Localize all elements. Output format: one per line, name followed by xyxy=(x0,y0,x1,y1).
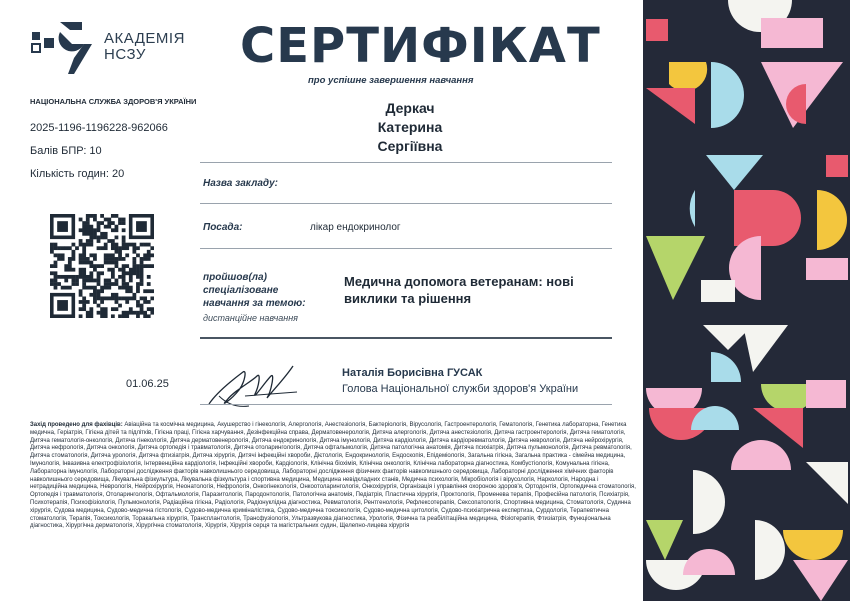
divider xyxy=(200,404,612,405)
training-format: дистанційне навчання xyxy=(203,313,298,323)
signer-name: Наталія Борисівна ГУСАК xyxy=(342,367,483,379)
certificate-subtitle: про успішне завершення навчання xyxy=(308,75,474,86)
bpr-points: Балів БПР: 10 xyxy=(30,145,102,157)
certificate-number: 2025-1196-1196228-962066 xyxy=(30,122,168,134)
divider xyxy=(200,203,612,204)
course-label xyxy=(203,271,306,310)
signer-position: Голова Національної служби здоров'я України xyxy=(342,383,579,395)
certificate-title: СЕРТИФІКАТ xyxy=(240,18,601,74)
qr-code-icon xyxy=(50,214,154,318)
divider xyxy=(200,162,612,163)
position-label: Посада: xyxy=(203,222,243,233)
signature-icon xyxy=(205,352,300,417)
course-title: Медична допомога ветеранам: нові виклики та рішення xyxy=(344,274,574,306)
academy-logo-text xyxy=(104,31,185,63)
specialties-list xyxy=(30,422,636,531)
academy-logo-icon xyxy=(30,18,100,78)
hours-count: Кількість годин: 20 xyxy=(30,168,125,180)
specialties-label: Захід проведено для фахівців: xyxy=(30,422,123,428)
course-label-line: навчання за темою: xyxy=(203,298,306,309)
position-value: лікар ендокринолог xyxy=(310,222,401,233)
recipient-surname: Деркач xyxy=(385,100,435,116)
recipient-first-name: Катерина xyxy=(377,119,443,135)
logo-line-2: НСЗУ xyxy=(104,46,146,63)
divider-bold xyxy=(200,337,612,339)
divider xyxy=(200,248,612,249)
course-label-line: спеціалізоване xyxy=(203,285,279,296)
issue-date: 01.06.25 xyxy=(126,378,169,390)
recipient-patronymic: Сергіївна xyxy=(377,138,443,154)
organization-name: НАЦІОНАЛЬНА СЛУЖБА ЗДОРОВ'Я УКРАЇНИ xyxy=(30,97,197,106)
logo-line-1: АКАДЕМІЯ xyxy=(104,30,185,47)
course-label-line: пройшов(ла) xyxy=(203,272,267,283)
specialties-text: Авіаційна та космічна медицина, Акушерство і гінекологія, Алергологія, Анестезіологія, Бактеріологія, Вірусологія, Гастроентерологія, Гематологія, Генетика лабораторна, Генетика медична, Геріатрія, Гігієна дітей та підлітків, Гігієна праці, Гігієна харчування, Дезінфекційна справа, Дерматовенерологія, Дитяча алергологія, Дитяча анестезіологія, Дитяча гастроентерологія, Дитяча гематологія, Дитяча гематологія-онкологія, Дитяча гінекологія, Дитяча дерматовенерологія, Дитяча ендокринологія, Дитяча імунологія, Дитяча кардіологія, Дитяча кардіоревматологія, Дитяча неврологія, Дитяча нейрохірургія, Дитяча нефрологія, Дитяча онкологія, Дитяча ортопедія і травматологія, Дитяча отоларингологія, Дитяча офтальмологія, Дитяча патологічна анатомія, Дитяча психіатрія, Дитяча пульмонологія, Дитяча ревматологія, Дитяча стоматологія, Дитяча урологія, Дитяча фтизіатрія, Дитяча хірургія, Дитячі інфекційні хвороби, Дієтологія, Ендокринологія, Ендоскопія, Епідеміологія, Загальна гігієна, Загальна практика - сімейна медицина, Імунологія, Інвазивна електрофізіологія, Інтервенційна кардіологія, Інфекційні хвороби, Кардіологія, Клінічна біохімія, Клінічна онкологія, Клінічна лабораторна діагностика, Комбустіологія, Комунальна гігієна, Лабораторна імунологія, Лабораторні дослідження факторів навколишнього середовища, Лабораторні дослідження фізичних факторів навколишнього середовища, Лабораторні дослідження хімічних факторів навколишнього середовища, Лікувальна фізкультура, Лікувальна фізкультура і спортивна медицина, Медицина невідкладних станів, Медична психологія, Мікробіологія і вірусологія, Наркологія, Народна і нетрадиційна медицина, Неврологія, Нейрохірургія, Неонатологія, Нефрологія, Онкогінекологія, Онкоотоларингологія, Онкохірургія, Організація і управління охороною здоров'я, Ортодонтія, Ортопедична стоматологія, Ортопедія і травматологія, Отоларингологія, Офтальмологія, Паразитологія, Пародонтологія, Патологічна анатомія, Педіатрія, Пластична хірургія, Проктологія, Променева терапія, Професійна патологія, Психіатрія, Психотерапія, Психофізіологія, Пульмонологія, Радіаційна гігієна, Радіологія, Радіонуклідна діагностика, Ревматологія, Рентгенологія, Рефлексотерапія, Сексопатологія, Спортивна медицина, Стоматологія, Судинна хірургія, Судова медицина, Судово-медична гістологія, Судово-медична криміналістика, Судово-медична токсикологія, Судово-медична цитологія, Судово-психіатрична експертиза, Сурдологія, Терапевтична стоматологія, Терапія, Токсикологія, Торакальна хірургія, Трансплантологія, Трансфузіологія, Ультразвукова діагностика, Урологія, Фізична та реабілітаційна медицина, Фізіотерапія, Фтизіатрія, Функціональна діагностика, Хірургічна дерматологія, Хірургічна стоматологія, Хірургія, Хірургія серця та магістральних судин, Щелепно-лицева хірургія xyxy=(30,422,636,530)
institution-label: Назва закладу: xyxy=(203,178,278,189)
decorative-panel xyxy=(643,0,850,601)
decorative-shapes xyxy=(643,0,850,601)
